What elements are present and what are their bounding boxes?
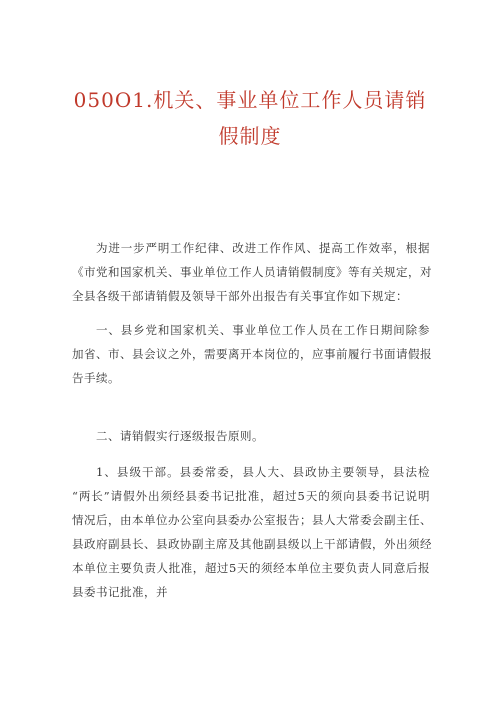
paragraph-section-two <box>72 424 430 448</box>
document-title-line-2: 假制度 <box>218 124 282 148</box>
paragraph-intro <box>72 236 430 308</box>
paragraph-line: 县委书记批准，并 <box>72 585 168 599</box>
paragraph-section-one <box>72 318 430 390</box>
paragraph-county-cadres <box>72 460 430 604</box>
paragraph-line: 全县各级干部请销假及领导干部外出报告有关事宜作如下规定： <box>72 289 408 303</box>
paragraph-line: 1、县级干部。县委常委，县人大、县政协主要领导，县法检 <box>96 465 430 479</box>
paragraph-line: 为进一步严明工作纪律、改进工作作风、提高工作效率，根据 <box>96 241 430 255</box>
paragraph-line: 告手续。 <box>72 371 120 385</box>
paragraph-line: 《市党和国家机关、事业单位工作人员请销假制度》等有关规定，对 <box>72 265 432 279</box>
paragraph-line: 一、县乡党和国家机关、事业单位工作人员在工作日期间除参 <box>96 323 430 337</box>
document-title-line-1: 050O1.机关、事业单位工作人员请销 <box>73 88 427 112</box>
paragraph-line: 二、请销假实行逐级报告原则。 <box>96 429 264 443</box>
paragraph-line: 情况后，由本单位办公室向县委办公室报告；县人大常委会副主任、 <box>72 513 432 527</box>
paragraph-line: 加省、市、县会议之外，需要离开本岗位的，应事前履行书面请假报 <box>72 347 432 361</box>
paragraph-line: 本单位主要负责人批准，超过5天的须经本单位主要负责人同意后报 <box>72 561 430 575</box>
paragraph-line: 县政府副县长、县政协副主席及其他副县级以上干部请假，外出须经 <box>72 537 432 551</box>
paragraph-line: “两长”请假外出须经县委书记批准，超过5天的须向县委书记说明 <box>72 489 430 503</box>
